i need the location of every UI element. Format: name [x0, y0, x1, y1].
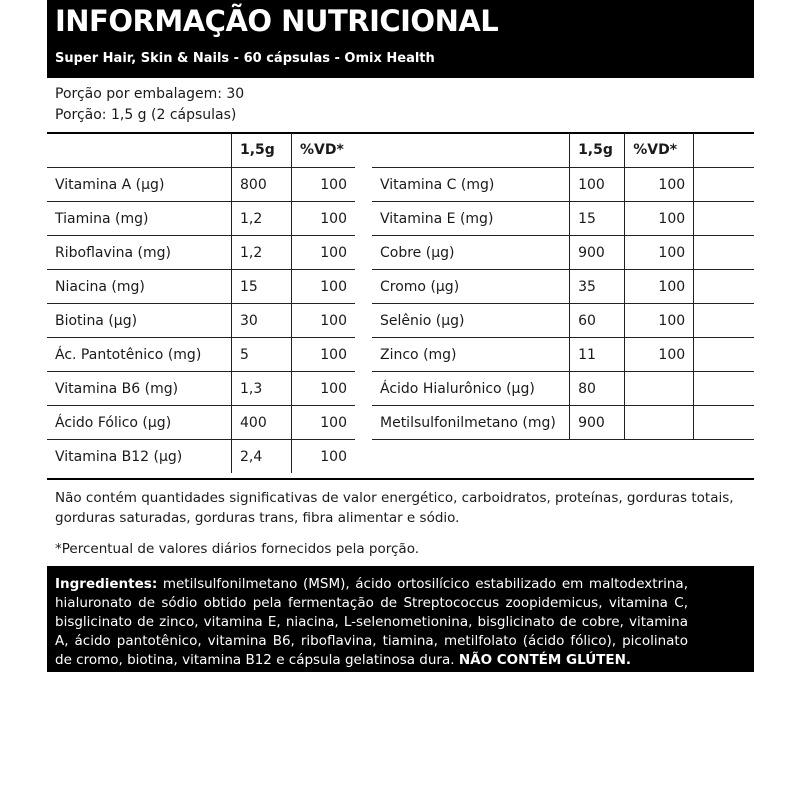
nutrient-name: Vitamina A (µg): [47, 168, 232, 202]
nutrient-amount: 900: [570, 406, 625, 440]
table-row: [372, 202, 754, 236]
header-cell-dv: %VD*: [625, 133, 694, 168]
page-title: INFORMAÇÃO NUTRICIONAL: [55, 4, 499, 38]
nutrient-name: Vitamina B12 (µg): [55, 448, 183, 465]
daily-values-note: *Percentual de valores diários fornecidos pela porção.: [55, 541, 420, 557]
nutrition-table-left: [47, 133, 355, 473]
nutrient-dv: 100: [292, 304, 356, 338]
nutrient-dv: 100: [625, 236, 694, 270]
nutrient-amount: 1,2: [232, 202, 292, 236]
serving-size: Porção: 1,5 g (2 cápsulas): [55, 107, 237, 123]
nutrient-amount: 400: [232, 406, 292, 440]
table-row: [372, 270, 754, 304]
nutrient-dv: 100: [292, 270, 356, 304]
ingredients-text: [55, 575, 688, 670]
nutrition-table: [47, 133, 754, 479]
nutrient-name: Cromo (µg): [372, 270, 570, 304]
header-bar: [47, 0, 754, 78]
empty-cell: [694, 168, 754, 202]
nutrient-amount: 60: [570, 304, 625, 338]
empty-cell: [694, 372, 754, 406]
table-row: [47, 168, 355, 202]
nutrient-dv: 100: [625, 168, 694, 202]
table-row: [47, 406, 355, 440]
nutrient-amount: 900: [570, 236, 625, 270]
table-row: [372, 236, 754, 270]
bottom-divider: [47, 478, 754, 480]
nutrient-dv: 100: [292, 236, 356, 270]
nutrient-amount: 15: [232, 270, 292, 304]
table-row: [47, 304, 355, 338]
nutrient-name: Cobre (µg): [372, 236, 570, 270]
nutrient-amount: 11: [570, 338, 625, 372]
nutrient-name: Ácido Fólico (µg): [47, 406, 232, 440]
table-header-row: [372, 133, 754, 168]
nutrient-dv: 100: [292, 440, 356, 474]
servings-per-package: Porção por embalagem: 30: [55, 86, 245, 102]
nutrient-amount: 2,4: [232, 440, 292, 474]
product-subtitle: Super Hair, Skin & Nails - 60 cápsulas - Omix Health: [55, 51, 435, 66]
empty-cell: [694, 304, 754, 338]
nutrient-dv: 100: [625, 304, 694, 338]
nutrient-amount: 35: [570, 270, 625, 304]
header-cell-amount: 1,5g: [570, 133, 625, 168]
nutrient-name: Biotina (µg): [47, 304, 232, 338]
nutrient-name: Ác. Pantotênico (mg): [47, 338, 232, 372]
nutrient-amount: 1,3: [232, 372, 292, 406]
nutrient-name: Riboflavina (mg): [47, 236, 232, 270]
nutrient-name: Vitamina C (mg): [372, 168, 570, 202]
gluten-free-statement: NÃO CONTÉM GLÚTEN.: [458, 652, 632, 668]
nutrient-dv: 100: [292, 372, 356, 406]
table-row: [47, 236, 355, 270]
header-cell-name: [372, 133, 570, 168]
nutrient-dv: [625, 406, 694, 440]
not-significant-note: Não contém quantidades significativas de valor energético, carboidratos, proteínas, gorduras totais, gorduras saturadas, gorduras trans, fibra alimentar e sódio.: [55, 490, 734, 526]
header-cell-dv: %VD*: [292, 133, 356, 168]
empty-cell: [694, 236, 754, 270]
nutrient-amount: 1,2: [232, 236, 292, 270]
table-row: [372, 406, 754, 440]
nutrition-label: [47, 0, 754, 672]
nutrient-name: Niacina (mg): [47, 270, 232, 304]
nutrient-dv: 100: [292, 202, 356, 236]
nutrient-dv: 100: [625, 270, 694, 304]
header-cell-amount: 1,5g: [232, 133, 292, 168]
ingredients-list: metilsulfonilmetano (MSM), ácido ortosilícico estabilizado em maltodextrina, hialuronato de sódio obtido pela fermentação de Streptococcus zoopidemicus, vitamina C, bisglicinato de zinco, vitamina E, niacina, L-selenometionina, bisglicinato de cobre, vitamina A, ácido pantotênico, vitamina B6, riboflavina, tiamina, metilfolato (ácido fólico), picolinato de cromo, biotina, vitamina B12 e cápsula gelatinosa dura.: [55, 576, 688, 668]
empty-cell: [694, 270, 754, 304]
table-row: [372, 304, 754, 338]
table-row: [372, 338, 754, 372]
table-row: [47, 338, 355, 372]
table-row: [47, 270, 355, 304]
nutrient-dv: 100: [625, 202, 694, 236]
nutrient-name: Tiamina (mg): [47, 202, 232, 236]
nutrient-dv: 100: [292, 168, 356, 202]
nutrient-dv: 100: [292, 406, 356, 440]
nutrient-amount: 5: [232, 338, 292, 372]
table-row: [372, 168, 754, 202]
nutrient-amount: 80: [570, 372, 625, 406]
nutrient-amount: 800: [232, 168, 292, 202]
empty-cell: [694, 202, 754, 236]
table-row: [47, 202, 355, 236]
nutrient-name: Vitamina E (mg): [372, 202, 570, 236]
empty-cell: [694, 406, 754, 440]
nutrition-table-right: [372, 133, 754, 440]
nutrient-amount: 15: [570, 202, 625, 236]
nutrient-name: Zinco (mg): [372, 338, 570, 372]
empty-cell: [694, 338, 754, 372]
nutrient-name: Selênio (µg): [372, 304, 570, 338]
nutrient-dv: 100: [292, 338, 356, 372]
nutrient-amount: 30: [232, 304, 292, 338]
nutrient-amount: 100: [570, 168, 625, 202]
table-row: [372, 372, 754, 406]
ingredients-box: [47, 566, 754, 672]
nutrient-name: Ácido Hialurônico (µg): [372, 372, 570, 406]
nutrient-name: Metilsulfonilmetano (mg): [372, 406, 570, 440]
header-cell-extra: [694, 133, 754, 168]
nutrient-dv: [625, 372, 694, 406]
header-cell-name: [47, 133, 232, 168]
nutrient-dv: 100: [625, 338, 694, 372]
table-row: [47, 440, 355, 474]
nutrient-name: Vitamina B6 (mg): [47, 372, 232, 406]
table-header-row: [47, 133, 355, 168]
ingredients-label: Ingredientes:: [55, 576, 158, 592]
table-row: [47, 372, 355, 406]
